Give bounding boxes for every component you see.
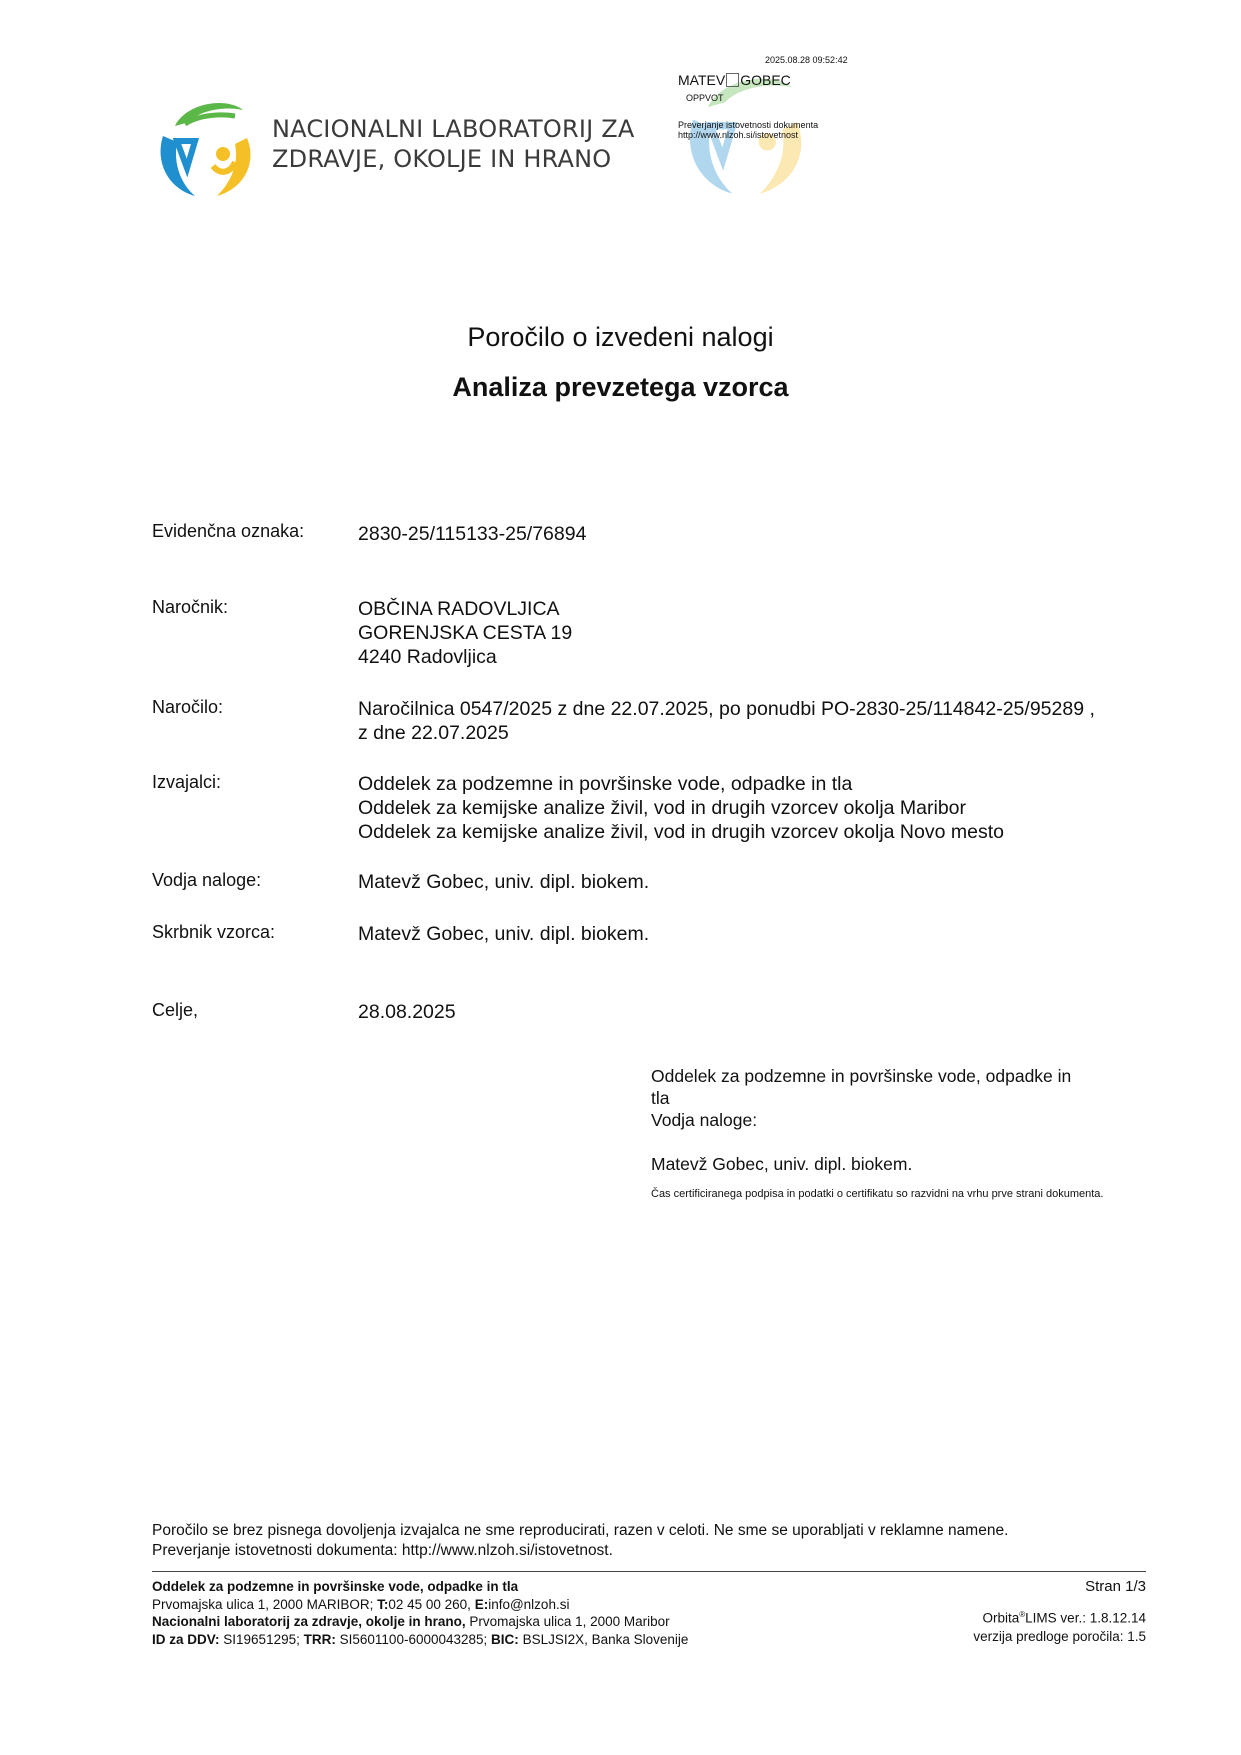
lab-logo bbox=[155, 96, 635, 201]
performer-3: Oddelek za kemijske analize živil, vod in drugih vzorcev okolja Novo mesto bbox=[358, 821, 1004, 843]
report-subtitle: Analiza prevzetega vzorca bbox=[452, 372, 789, 402]
evidence-label: Evidenčna oznaka: bbox=[152, 521, 305, 541]
evidence-value: 2830-25/115133-25/76894 bbox=[358, 523, 587, 545]
footer-vat: SI19651295; bbox=[223, 1631, 300, 1647]
footer-email: info@nlzoh.si bbox=[488, 1596, 570, 1612]
client-line-3: 4240 Radovljica bbox=[358, 646, 497, 668]
stamp-verification-url: http://www.nlzoh.si/istovetnost bbox=[678, 130, 799, 140]
stamp-signer-name bbox=[678, 72, 791, 88]
place-label: Celje, bbox=[152, 1000, 199, 1020]
report-date: 28.08.2025 bbox=[358, 1001, 456, 1023]
footer-org-address: Prvomajska ulica 1, 2000 Maribor bbox=[469, 1614, 670, 1629]
software-info bbox=[973, 1606, 1146, 1646]
custodian-value: Matevž Gobec, univ. dipl. biokem. bbox=[358, 923, 650, 945]
stamp-verification-text: Preverjanje istovetnosti dokumenta bbox=[678, 120, 819, 130]
footer-bic-label: BIC: bbox=[491, 1631, 519, 1647]
lab-name-line-2: ZDRAVJE, OKOLJE IN HRANO bbox=[272, 145, 612, 173]
footer-trr-label: TRR: bbox=[303, 1631, 336, 1647]
notice-line-2: Preverjanje istovetnosti dokumenta: http://www.nlzoh.si/istovetnost. bbox=[152, 1542, 613, 1559]
stamp-timestamp: 2025.08.28 09:52:42 bbox=[765, 55, 848, 65]
signature-note: Čas certificiranega podpisa in podatki o certifikatu so razvidni na vrhu prve strani dokumenta. bbox=[651, 1188, 1104, 1200]
client-line-1: OBČINA RADOVLJICA bbox=[358, 598, 560, 620]
performers-value bbox=[358, 772, 1004, 844]
lead-value: Matevž Gobec, univ. dipl. biokem. bbox=[358, 871, 650, 893]
footer-contact bbox=[152, 1578, 688, 1648]
footer-address: Prvomajska ulica 1, 2000 MARIBOR; bbox=[152, 1596, 374, 1612]
custodian-label: Skrbnik vzorca: bbox=[152, 922, 276, 942]
stamp-name-part-2: GOBEC bbox=[740, 72, 791, 88]
order-value bbox=[358, 697, 1095, 745]
signature-dept-line-1: Oddelek za podzemne in površinske vode, odpadke in bbox=[651, 1066, 1072, 1086]
software-name: Orbita bbox=[982, 1610, 1020, 1626]
footer-bic: BSLJSI2X, Banka Slovenije bbox=[522, 1631, 689, 1647]
digital-signature-stamp bbox=[675, 52, 895, 202]
footer-dept: Oddelek za podzemne in površinske vode, odpadke in tla bbox=[152, 1579, 519, 1594]
lab-name-line-1: NACIONALNI LABORATORIJ ZA bbox=[272, 115, 635, 143]
client-value bbox=[358, 597, 572, 669]
signature-dept-line-2: tla bbox=[651, 1088, 670, 1108]
signature-role: Vodja naloge: bbox=[651, 1110, 758, 1130]
stamp-name-part-1: MATEV bbox=[678, 72, 726, 88]
software-version: LIMS ver.: 1.8.12.14 bbox=[1025, 1610, 1146, 1626]
stamp-verification bbox=[678, 120, 818, 140]
template-version: verzija predloge poročila: 1.5 bbox=[973, 1628, 1146, 1644]
footer-phone: 02 45 00 260, bbox=[388, 1596, 471, 1612]
order-label: Naročilo: bbox=[152, 697, 224, 717]
order-line-2: z dne 22.07.2025 bbox=[358, 722, 509, 744]
reproduction-notice bbox=[152, 1521, 1008, 1561]
registered-mark: ® bbox=[1019, 1610, 1026, 1619]
footer-vat-label: ID za DDV: bbox=[152, 1631, 220, 1647]
footer-divider bbox=[152, 1571, 1146, 1572]
lab-emblem-icon bbox=[155, 96, 255, 201]
signature-block bbox=[651, 1065, 1091, 1175]
notice-line-1: Poročilo se brez pisnega dovoljenja izvajalca ne sme reproducirati, razen v celoti. Ne sme se uporabljati v reklamne namene. bbox=[152, 1522, 1009, 1539]
lab-name bbox=[272, 114, 634, 174]
performers-label: Izvajalci: bbox=[152, 772, 222, 792]
footer-org-name: Nacionalni laboratorij za zdravje, okolje in hrano, bbox=[152, 1614, 466, 1629]
footer-phone-label: T: bbox=[377, 1596, 389, 1612]
performer-2: Oddelek za kemijske analize živil, vod in drugih vzorcev okolja Maribor bbox=[358, 797, 967, 819]
missing-glyph-box bbox=[726, 73, 739, 87]
client-label: Naročnik: bbox=[152, 597, 229, 617]
report-title: Poročilo o izvedeni nalogi bbox=[467, 322, 774, 352]
lead-label: Vodja naloge: bbox=[152, 870, 262, 890]
footer-email-label: E: bbox=[474, 1596, 489, 1612]
stamp-org: OPPVOT bbox=[686, 93, 724, 103]
page-number: Stran 1/3 bbox=[1085, 1578, 1146, 1595]
performer-1: Oddelek za podzemne in površinske vode, odpadke in tla bbox=[358, 773, 853, 795]
signature-name: Matevž Gobec, univ. dipl. biokem. bbox=[651, 1154, 913, 1174]
order-line-1: Naročilnica 0547/2025 z dne 22.07.2025, po ponudbi PO-2830-25/114842-25/95289 , bbox=[358, 698, 1095, 720]
client-line-2: GORENJSKA CESTA 19 bbox=[358, 622, 573, 644]
footer-trr: SI5601100-6000043285; bbox=[339, 1631, 488, 1647]
